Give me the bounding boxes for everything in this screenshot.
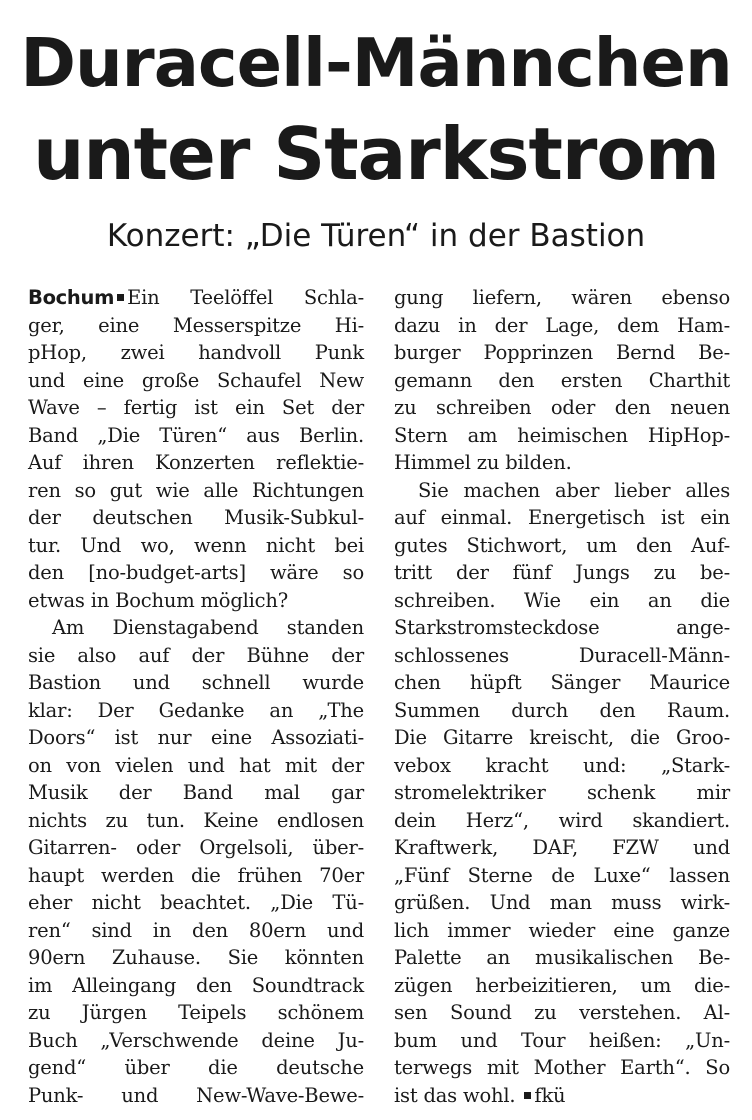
text-line: zügen herbeizitieren, um die- [394, 973, 730, 997]
text-line: grüßen. Und man muss wirk- [394, 891, 730, 914]
text-line: zu schreiben oder den neuen [394, 396, 730, 419]
text-line: sie also auf der Bühne der [28, 643, 364, 667]
text-line: gemann den ersten Charthit [394, 368, 730, 392]
text-line: gend“ über die deutsche [28, 1056, 364, 1079]
text-line: on von vielen und hat mit der [28, 753, 364, 777]
text-line: Am Dienstagabend standen [52, 616, 364, 639]
text-line [28, 284, 364, 312]
text-line: dazu in der Lage, dem Ham- [394, 313, 730, 337]
text-line: chen hüpft Sänger Maurice [394, 671, 730, 694]
text-line: und eine große Schaufel New [28, 368, 364, 392]
right-column [394, 284, 730, 1109]
text-line: terwegs mit Mother Earth“. So [394, 1056, 730, 1079]
text-line: Sie machen aber lieber alles [418, 478, 730, 502]
author-initials: fkü [534, 1083, 566, 1107]
text-line: Starkstromsteckdose ange- [394, 616, 730, 639]
text-line: Gitarren- oder Orgelsoli, über- [28, 836, 364, 859]
text-line: Band „Die Türen“ aus Berlin. [28, 423, 364, 447]
text-line: der deutschen Musik-Subkul- [28, 506, 364, 529]
text-line: bum und Tour heißen: „Un- [394, 1028, 730, 1052]
text-line: im Alleingang den Soundtrack [28, 973, 364, 997]
text-line: pHop, zwei handvoll Punk [28, 341, 364, 364]
text-line: gung liefern, wären ebenso [394, 286, 730, 309]
text-line: ren so gut wie alle Richtungen [28, 478, 364, 502]
text-line: sen Sound zu verstehen. Al- [394, 1001, 730, 1024]
text-line: haupt werden die frühen 70er [28, 863, 364, 887]
text-line: dein Herz“, wird skandiert. [394, 808, 730, 832]
text-line: Punk- und New-Wave-Bewe- [28, 1083, 364, 1107]
text-line: auf einmal. Energetisch ist ein [394, 506, 730, 529]
left-column [28, 284, 364, 1109]
text-line: eher nicht beachtet. „Die Tü- [28, 891, 364, 914]
text-line: Buch „Verschwende deine Ju- [28, 1028, 364, 1052]
text-line: lich immer wieder eine ganze [394, 918, 730, 942]
text-line: ren“ sind in den 80ern und [28, 918, 364, 942]
text-line: Musik der Band mal gar [28, 781, 364, 804]
text-line [394, 1082, 730, 1110]
text-line: Die Gitarre kreischt, die Groo- [394, 726, 730, 749]
end-mark-icon [524, 1092, 531, 1099]
text-line: stromelektriker schenk mir [394, 781, 730, 804]
text-line: ger, eine Messerspitze Hi- [28, 313, 364, 337]
text-line: Wave – fertig ist ein Set der [28, 396, 364, 419]
text-line: Summen durch den Raum. [394, 698, 730, 722]
text-line: zu Jürgen Teipels schönem [28, 1001, 364, 1024]
text-line: schlossenes Duracell-Männ- [394, 643, 730, 667]
text-line: Kraftwerk, DAF, FZW und [394, 836, 730, 859]
headline-line-2: unter Starkstrom [33, 112, 719, 196]
headline-line-1: Duracell-Männchen [20, 24, 732, 102]
text-line: Himmel zu bilden. [394, 451, 572, 474]
text-line: Bastion und schnell wurde [28, 671, 364, 694]
text-line: tur. Und wo, wenn nicht bei [28, 533, 364, 557]
text-line: nichts zu tun. Keine endlosen [28, 808, 364, 832]
text-line: klar: Der Gedanke an „The [28, 698, 364, 722]
text-line: „Fünf Sterne de Luxe“ lassen [394, 863, 730, 887]
text-line: burger Popprinzen Bernd Be- [394, 341, 730, 364]
text-line: den [no-budget-arts] wäre so [28, 561, 364, 584]
text-line-content: Ein Teelöffel Schla- [127, 286, 364, 309]
text-line: Palette an musikalischen Be- [394, 946, 730, 969]
text-line: tritt der fünf Jungs zu be- [394, 561, 730, 584]
text-line: gutes Stichwort, um den Auf- [394, 533, 730, 557]
text-line: etwas in Bochum möglich? [28, 588, 289, 612]
text-line: 90ern Zuhause. Sie könnten [28, 946, 364, 969]
text-line: Auf ihren Konzerten reflektie- [28, 451, 364, 474]
text-line: vebox kracht und: „Stark- [394, 753, 730, 777]
dateline-separator-icon [117, 294, 124, 301]
dateline: Bochum [28, 286, 115, 309]
subheadline: Konzert: „Die Türen“ in der Bastion [106, 218, 646, 254]
text-line-content: ist das wohl. [394, 1083, 516, 1107]
text-line: schreiben. Wie ein an die [394, 588, 730, 612]
text-line: Stern am heimischen HipHop- [394, 423, 730, 447]
text-line: Doors“ ist nur eine Assoziati- [28, 726, 364, 749]
